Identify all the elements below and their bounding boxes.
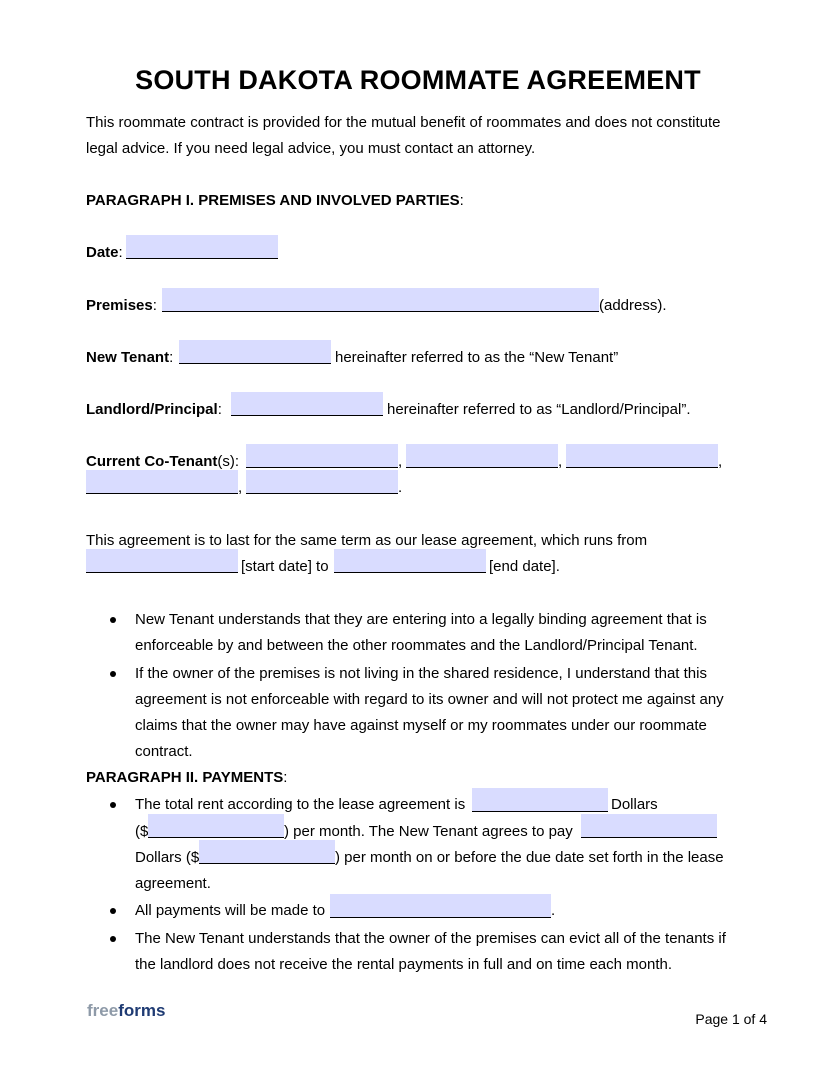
total-rent-words-field[interactable] — [472, 788, 608, 812]
cotenant-label-text: Current Co-Tenant — [86, 453, 218, 470]
date-field[interactable] — [126, 235, 278, 259]
tenant-rent-words-field[interactable] — [581, 814, 717, 838]
per-month-due: ) per month on or before the due date set forth in the lease — [335, 849, 724, 866]
new-tenant-label — [86, 349, 173, 367]
new-tenant-field[interactable] — [179, 340, 331, 364]
premises-address-field[interactable] — [162, 288, 599, 312]
bullet-2-line-2: agreement is not enforceable with regard to its owner and will not protect me against any — [135, 691, 724, 708]
landlord-colon: : — [217, 401, 222, 418]
payments-period: . — [551, 902, 556, 919]
cotenant-field-2[interactable] — [406, 444, 558, 468]
bullet-1-line-2: enforceable by and between the other roommates and the Landlord/Principal Tenant. — [135, 637, 698, 654]
new-tenant-suffix: hereinafter referred to as the “New Tenant” — [335, 349, 619, 366]
cotenant-period: . — [398, 479, 403, 496]
new-tenant-label-text: New Tenant — [86, 349, 170, 366]
comma-3: , — [718, 453, 723, 470]
dollars-open: Dollars ($ — [135, 849, 200, 866]
new-tenant-colon: : — [169, 349, 174, 366]
evict-line-2: the landlord does not receive the rental payments in full and on time each month. — [135, 956, 672, 973]
date-label-text: Date — [86, 244, 119, 261]
landlord-field[interactable] — [231, 392, 383, 416]
paragraph-2-heading-text: PARAGRAPH II. PAYMENTS — [86, 769, 284, 786]
freeforms-logo[interactable] — [87, 1001, 165, 1021]
page-number: Page 1 of 4 — [695, 1011, 767, 1027]
bullet-1 — [110, 617, 116, 623]
date-label — [86, 244, 123, 262]
bullet-2-line-4: contract. — [135, 743, 193, 760]
landlord-suffix: hereinafter referred to as “Landlord/Principal”. — [387, 401, 691, 418]
bullet-1-line-1: New Tenant understands that they are entering into a legally binding agreement that is — [135, 611, 707, 628]
premises-colon: : — [152, 297, 157, 314]
dollars-label-1: Dollars — [611, 796, 658, 813]
logo-forms: forms — [118, 1001, 166, 1020]
paragraph-1-heading-text: PARAGRAPH I. PREMISES AND INVOLVED PARTIES — [86, 192, 460, 209]
premises-label-text: Premises — [86, 297, 153, 314]
bullet-5 — [110, 936, 116, 942]
bullet-3 — [110, 802, 116, 808]
bullet-2 — [110, 671, 116, 677]
payment-recipient-field[interactable] — [330, 894, 551, 918]
total-rent-amount-field[interactable] — [148, 814, 284, 838]
term-line-1: This agreement is to last for the same term as our lease agreement, which runs from — [86, 532, 648, 549]
open-paren-1: ($ — [135, 823, 149, 840]
bullet-2-line-1: If the owner of the premises is not living in the shared residence, I understand that this — [135, 665, 707, 682]
agreement-word: agreement. — [135, 875, 211, 892]
start-date-field[interactable] — [86, 549, 238, 573]
intro-line-2: legal advice. If you need legal advice, you must contact an attorney. — [86, 140, 536, 157]
comma-4: , — [238, 479, 243, 496]
end-date-label: [end date]. — [489, 558, 560, 575]
heading-colon: : — [459, 192, 464, 209]
end-date-field[interactable] — [334, 549, 486, 573]
premises-label — [86, 297, 157, 315]
per-month-pay: ) per month. The New Tenant agrees to pay — [284, 823, 573, 840]
cotenant-field-5[interactable] — [246, 470, 398, 494]
start-date-label: [start date] to — [241, 558, 329, 575]
comma-1: , — [398, 453, 403, 470]
heading-2-colon: : — [283, 769, 288, 786]
tenant-rent-amount-field[interactable] — [199, 840, 335, 864]
landlord-label-text: Landlord/Principal — [86, 401, 218, 418]
payments-prefix: All payments will be made to — [135, 902, 326, 919]
intro-line-1: This roommate contract is provided for the mutual benefit of roommates and does not constitute — [86, 114, 721, 131]
rent-prefix: The total rent according to the lease agreement is — [135, 796, 466, 813]
cotenant-paren: (s): — [217, 453, 240, 470]
comma-2: , — [558, 453, 563, 470]
cotenant-field-1[interactable] — [246, 444, 398, 468]
bullet-4 — [110, 908, 116, 914]
cotenant-field-4[interactable] — [86, 470, 238, 494]
evict-line-1: The New Tenant understands that the owner of the premises can evict all of the tenants if — [135, 930, 726, 947]
paragraph-1-heading — [86, 192, 464, 210]
cotenant-field-3[interactable] — [566, 444, 718, 468]
date-colon: : — [118, 244, 123, 261]
premises-suffix: (address). — [599, 297, 667, 314]
cotenant-label — [86, 453, 239, 471]
document-title: SOUTH DAKOTA ROOMMATE AGREEMENT — [135, 65, 701, 95]
paragraph-2-heading — [86, 769, 287, 787]
logo-free: free — [87, 1001, 119, 1020]
landlord-label — [86, 401, 222, 419]
bullet-2-line-3: claims that the owner may have against myself or my roommates under our roommate — [135, 717, 707, 734]
